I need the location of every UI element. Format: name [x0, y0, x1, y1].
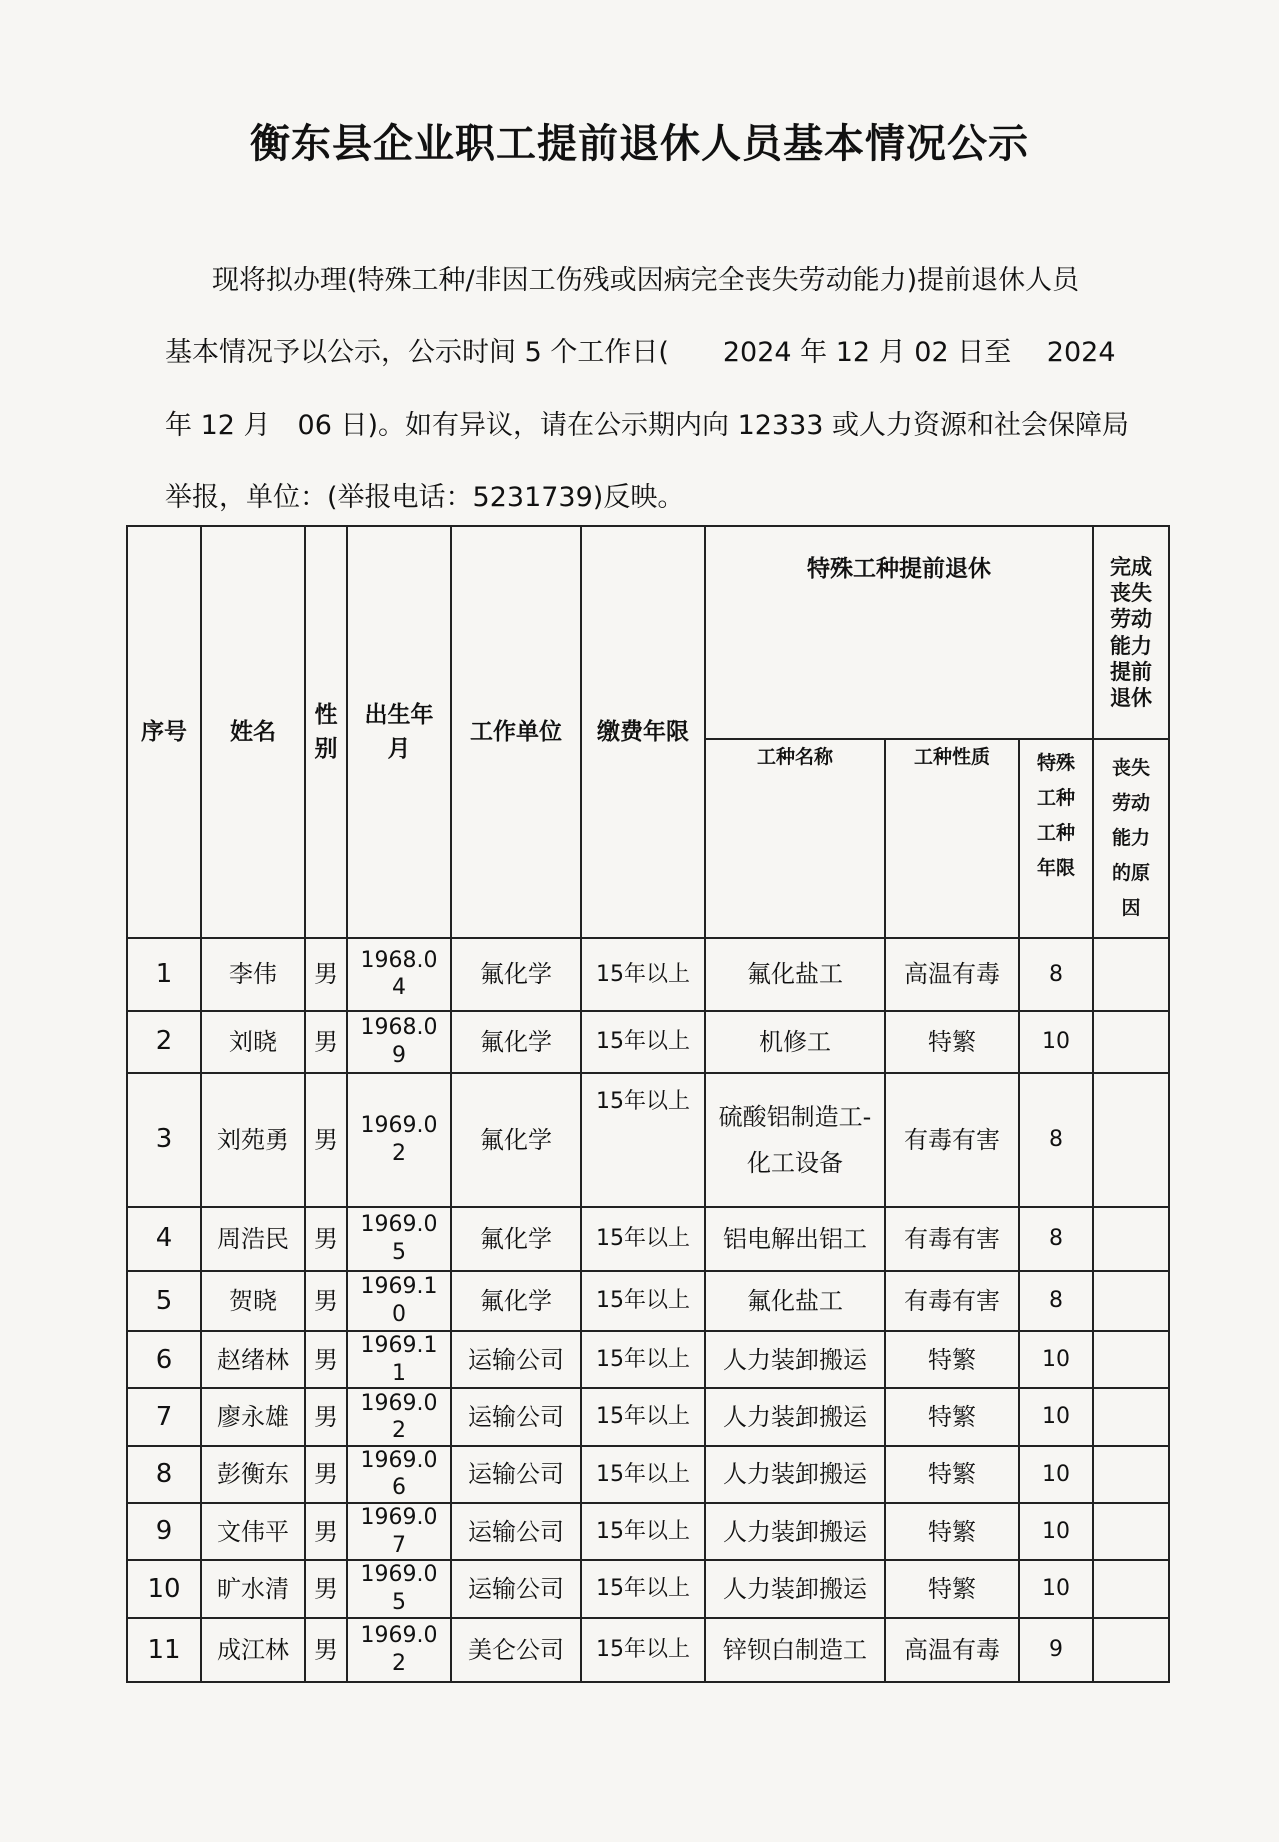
cell-job-nature: 有毒有害: [885, 1073, 1019, 1207]
cell-name: 廖永雄: [201, 1388, 305, 1445]
cell-birth: 1968.09: [347, 1011, 451, 1073]
header-seq: 序号: [127, 526, 201, 938]
table-row: [127, 1271, 1169, 1331]
cell-job-years: 10: [1019, 1446, 1093, 1503]
cell-unit: 美仑公司: [451, 1618, 581, 1682]
cell-job-years: 8: [1019, 1207, 1093, 1271]
cell-job-nature: 高温有毒: [885, 938, 1019, 1010]
header-incapacity-group: 完成丧失劳动能力提前退休: [1093, 526, 1169, 739]
notice-paragraph-line-2: 基本情况予以公示，公示时间 5 个工作日( 2024 年 12 月 02 日至 2024: [165, 337, 1116, 368]
cell-name: 赵绪林: [201, 1331, 305, 1388]
cell-incapacity-reason: [1093, 938, 1169, 1010]
cell-birth: 1969.10: [347, 1271, 451, 1331]
cell-years: 15年以上: [581, 1011, 705, 1073]
cell-incapacity-reason: [1093, 1388, 1169, 1445]
cell-job-years: 10: [1019, 1503, 1093, 1560]
cell-unit: 运输公司: [451, 1331, 581, 1388]
cell-unit: 氟化学: [451, 1207, 581, 1271]
cell-birth: 1968.04: [347, 938, 451, 1010]
notice-paragraph-line-4: 举报，单位：(举报电话：5231739)反映。: [165, 482, 685, 513]
cell-name: 刘苑勇: [201, 1073, 305, 1207]
cell-job-nature: 特繁: [885, 1503, 1019, 1560]
cell-unit: 运输公司: [451, 1388, 581, 1445]
cell-name: 旷水清: [201, 1560, 305, 1617]
cell-job-years: 10: [1019, 1388, 1093, 1445]
cell-job-nature: 有毒有害: [885, 1207, 1019, 1271]
cell-gender: 男: [305, 1503, 347, 1560]
cell-years: 15年以上: [581, 1207, 705, 1271]
cell-seq: 2: [127, 1011, 201, 1073]
cell-seq: 4: [127, 1207, 201, 1271]
cell-name: 贺晓: [201, 1271, 305, 1331]
cell-years: 15年以上: [581, 1618, 705, 1682]
cell-job-nature: 高温有毒: [885, 1618, 1019, 1682]
cell-years: 15年以上: [581, 1073, 705, 1207]
cell-gender: 男: [305, 1618, 347, 1682]
cell-seq: 3: [127, 1073, 201, 1207]
cell-unit: 氟化学: [451, 1073, 581, 1207]
cell-job-nature: 特繁: [885, 1331, 1019, 1388]
header-years: 缴费年限: [581, 526, 705, 938]
cell-job-name: 锌钡白制造工: [705, 1618, 885, 1682]
header-job-nature: 工种性质: [885, 739, 1019, 938]
header-gender: 性别: [305, 526, 347, 938]
cell-job-years: 8: [1019, 1073, 1093, 1207]
cell-gender: 男: [305, 1073, 347, 1207]
cell-job-name: 铝电解出铝工: [705, 1207, 885, 1271]
cell-job-years: 10: [1019, 1331, 1093, 1388]
cell-job-nature: 特繁: [885, 1446, 1019, 1503]
cell-gender: 男: [305, 1011, 347, 1073]
cell-incapacity-reason: [1093, 1073, 1169, 1207]
cell-birth: 1969.06: [347, 1446, 451, 1503]
cell-name: 刘晓: [201, 1011, 305, 1073]
cell-job-name: 人力装卸搬运: [705, 1560, 885, 1617]
cell-name: 李伟: [201, 938, 305, 1010]
header-job-years: 特殊工种工种年限: [1019, 739, 1093, 938]
cell-name: 周浩民: [201, 1207, 305, 1271]
cell-job-years: 10: [1019, 1011, 1093, 1073]
cell-birth: 1969.02: [347, 1618, 451, 1682]
cell-birth: 1969.07: [347, 1503, 451, 1560]
cell-job-years: 8: [1019, 938, 1093, 1010]
table-row: [127, 1618, 1169, 1682]
cell-years: 15年以上: [581, 1388, 705, 1445]
retiree-table: [126, 525, 1170, 1683]
cell-job-years: 8: [1019, 1271, 1093, 1331]
cell-incapacity-reason: [1093, 1503, 1169, 1560]
cell-job-name: 人力装卸搬运: [705, 1503, 885, 1560]
cell-incapacity-reason: [1093, 1207, 1169, 1271]
notice-paragraph-line-1: 现将拟办理(特殊工种/非因工伤残或因病完全丧失劳动能力)提前退休人员: [212, 265, 1080, 296]
cell-years: 15年以上: [581, 1331, 705, 1388]
cell-seq: 9: [127, 1503, 201, 1560]
cell-seq: 5: [127, 1271, 201, 1331]
table-row: [127, 1560, 1169, 1617]
notice-paragraph-line-3: 年 12 月 06 日)。如有异议，请在公示期内向 12333 或人力资源和社会保障局: [165, 410, 1130, 441]
cell-incapacity-reason: [1093, 1446, 1169, 1503]
cell-job-name: 硫酸铝制造工-化工设备: [705, 1073, 885, 1207]
header-job-name: 工种名称: [705, 739, 885, 938]
table-row: [127, 1446, 1169, 1503]
cell-birth: 1969.11: [347, 1331, 451, 1388]
cell-incapacity-reason: [1093, 1331, 1169, 1388]
cell-gender: 男: [305, 1446, 347, 1503]
cell-unit: 运输公司: [451, 1503, 581, 1560]
cell-birth: 1969.05: [347, 1560, 451, 1617]
cell-seq: 11: [127, 1618, 201, 1682]
cell-gender: 男: [305, 1560, 347, 1617]
table-row: [127, 1207, 1169, 1271]
cell-years: 15年以上: [581, 1503, 705, 1560]
cell-job-name: 人力装卸搬运: [705, 1446, 885, 1503]
cell-unit: 氟化学: [451, 938, 581, 1010]
table-row: [127, 1073, 1169, 1207]
header-special-group: 特殊工种提前退休: [705, 526, 1093, 739]
cell-incapacity-reason: [1093, 1011, 1169, 1073]
header-incapacity-reason: 丧失劳动能力的原因: [1093, 739, 1169, 938]
table-row: [127, 1331, 1169, 1388]
cell-seq: 6: [127, 1331, 201, 1388]
cell-gender: 男: [305, 938, 347, 1010]
cell-name: 成江林: [201, 1618, 305, 1682]
cell-name: 文伟平: [201, 1503, 305, 1560]
cell-years: 15年以上: [581, 1560, 705, 1617]
cell-seq: 10: [127, 1560, 201, 1617]
cell-years: 15年以上: [581, 1271, 705, 1331]
cell-job-name: 人力装卸搬运: [705, 1388, 885, 1445]
cell-birth: 1969.02: [347, 1073, 451, 1207]
cell-gender: 男: [305, 1388, 347, 1445]
cell-job-years: 10: [1019, 1560, 1093, 1617]
cell-gender: 男: [305, 1207, 347, 1271]
cell-seq: 1: [127, 938, 201, 1010]
cell-unit: 氟化学: [451, 1011, 581, 1073]
cell-unit: 氟化学: [451, 1271, 581, 1331]
cell-name: 彭衡东: [201, 1446, 305, 1503]
cell-unit: 运输公司: [451, 1560, 581, 1617]
table-row: [127, 1011, 1169, 1073]
cell-incapacity-reason: [1093, 1618, 1169, 1682]
cell-job-nature: 特繁: [885, 1388, 1019, 1445]
cell-years: 15年以上: [581, 938, 705, 1010]
cell-job-name: 人力装卸搬运: [705, 1331, 885, 1388]
table-header-row-1: [127, 526, 1169, 739]
cell-job-nature: 特繁: [885, 1560, 1019, 1617]
table-row: [127, 938, 1169, 1010]
cell-unit: 运输公司: [451, 1446, 581, 1503]
cell-job-nature: 有毒有害: [885, 1271, 1019, 1331]
cell-years: 15年以上: [581, 1446, 705, 1503]
cell-seq: 7: [127, 1388, 201, 1445]
cell-incapacity-reason: [1093, 1271, 1169, 1331]
cell-job-nature: 特繁: [885, 1011, 1019, 1073]
header-birth: 出生年月: [347, 526, 451, 938]
cell-job-name: 机修工: [705, 1011, 885, 1073]
cell-birth: 1969.02: [347, 1388, 451, 1445]
header-name: 姓名: [201, 526, 305, 938]
table-row: [127, 1503, 1169, 1560]
document-title: 衡东县企业职工提前退休人员基本情况公示: [250, 121, 1029, 167]
table-row: [127, 1388, 1169, 1445]
cell-gender: 男: [305, 1271, 347, 1331]
cell-gender: 男: [305, 1331, 347, 1388]
cell-job-name: 氟化盐工: [705, 938, 885, 1010]
cell-seq: 8: [127, 1446, 201, 1503]
cell-birth: 1969.05: [347, 1207, 451, 1271]
cell-incapacity-reason: [1093, 1560, 1169, 1617]
header-unit: 工作单位: [451, 526, 581, 938]
cell-job-name: 氟化盐工: [705, 1271, 885, 1331]
cell-job-years: 9: [1019, 1618, 1093, 1682]
